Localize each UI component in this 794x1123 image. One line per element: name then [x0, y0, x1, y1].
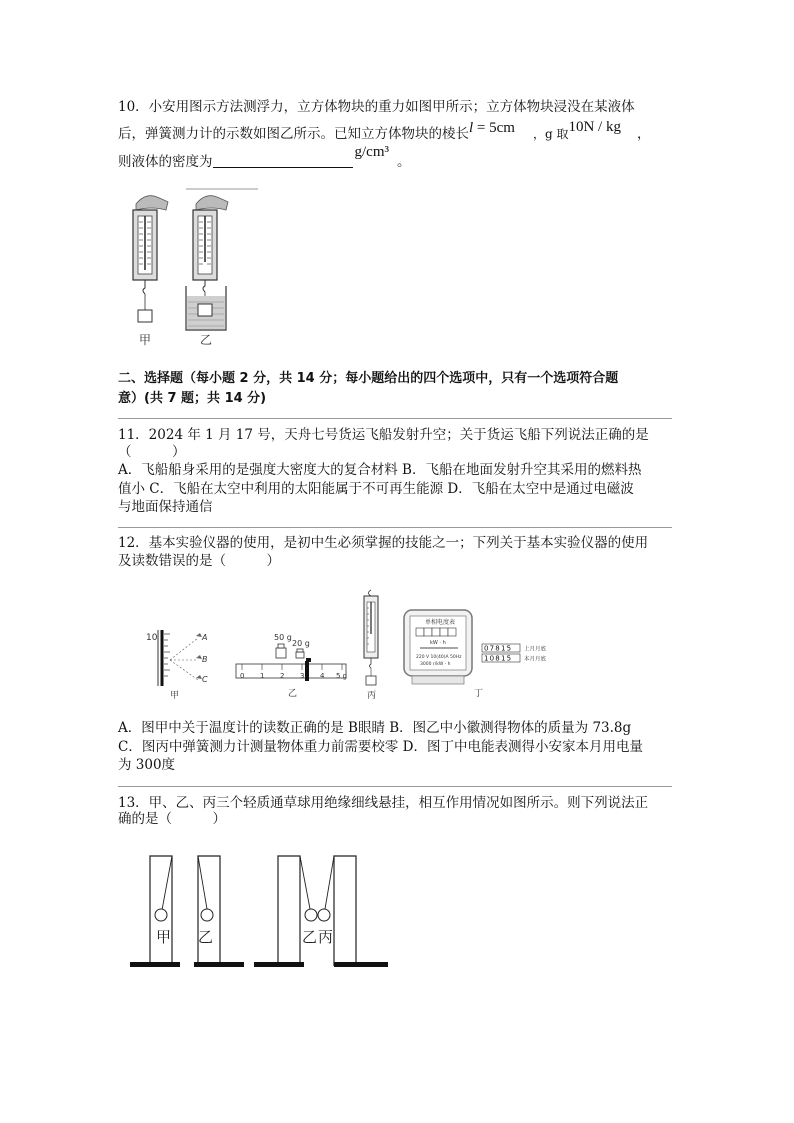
- q12-line1: 12．基本实验仪器的使用，是初中生必须掌握的技能之一；下列关于基本实验仪器的使用: [118, 535, 649, 551]
- pith-ball-yi-1: [201, 909, 213, 921]
- eye-label-b: B: [202, 655, 208, 664]
- electricity-meter: [404, 610, 547, 699]
- fig12-label-yi: 乙: [288, 689, 298, 699]
- eye-label-c: C: [202, 675, 208, 684]
- meter-reading-last-month: 07815: [484, 644, 513, 653]
- q10-line3-text: 则液体的密度为: [118, 154, 213, 170]
- divider-3: [118, 786, 672, 787]
- edge-length-formula: l = 5cm: [469, 120, 515, 136]
- density-unit: g/cm³: [354, 144, 389, 160]
- meter-spec1: 220 V 10(40)A 50Hz: [416, 655, 462, 660]
- ruler-tick-2: 2: [280, 672, 285, 680]
- section2-heading-line1: 二、选择题（每小题 2 分，共 14 分；每小题给出的四个选项中，只有一个选项符合题: [118, 371, 619, 386]
- q12-line2: 及读数错误的是（ ）: [118, 553, 280, 569]
- meter-title: 单相电度表: [425, 619, 456, 626]
- q10-line2-text: 后，弹簧测力计的示数如图乙所示。已知立方体物块的棱长: [118, 126, 469, 142]
- spring-scale-jia: [133, 196, 168, 322]
- q11-line5: 与地面保持通信: [118, 499, 213, 515]
- spring-scale-bing: [364, 590, 378, 700]
- fig-label-jia: 甲: [139, 333, 152, 347]
- section2-heading-line2: 意）(共 7 题；共 14 分): [118, 391, 267, 406]
- meter-unit: kW · h: [430, 640, 446, 646]
- balance-diagram: [236, 633, 347, 699]
- q11-line4: 值小 C．飞船在太空中利用的太阳能属于不可再生能源 D．飞船在太空中是通过电磁波: [118, 481, 634, 497]
- ruler-tick-5: 5 g: [336, 672, 348, 680]
- meter-label-last-month: 上月月底: [524, 646, 547, 653]
- q11-line2: （ ）: [118, 444, 186, 460]
- q10-line2: 后，弹簧测力计的示数如图乙所示。已知立方体物块的棱长l = 5cm ，g 取10N / kg ，: [118, 119, 651, 142]
- pith-label-jia: 甲: [156, 928, 172, 946]
- weight-20g-label: 20 g: [292, 639, 310, 648]
- g-value: 10N / kg: [568, 119, 621, 135]
- q12-line3: A．图甲中关于温度计的读数正确的是 B眼睛 B．图乙中小徽测得物体的质量为 73.8g: [118, 720, 632, 736]
- pith-label-yi-2: 乙: [302, 928, 318, 946]
- meter-spec2: 3000 r/kW · h: [420, 662, 451, 667]
- q11-line1: 11．2024 年 1 月 17 号，天舟七号货运飞船发射升空；关于货运飞船下列说法正确的是: [118, 427, 649, 443]
- spring-scale-figure: [118, 186, 258, 351]
- pith-label-yi-1: 乙: [198, 928, 214, 946]
- pith-label-bing: 丙: [318, 928, 334, 946]
- pith-ball-figure: [128, 846, 404, 974]
- fig12-label-ding: 丁: [474, 689, 484, 699]
- q10-line3: 则液体的密度为g/cm³。: [118, 144, 411, 170]
- q13-line1: 13．甲、乙、丙三个轻质通草球用绝缘细线悬挂，相互作用情况如图所示。则下列说法正: [118, 795, 649, 811]
- pith-ball-yi-2: [305, 909, 317, 921]
- divider-1: [118, 418, 672, 419]
- q11-line3: A．飞船船身采用的是强度大密度大的复合材料 B．飞船在地面发射升空其采用的燃料热: [118, 462, 642, 478]
- ruler-tick-1: 1: [260, 672, 265, 680]
- q12-line4: C．图丙中弹簧测力计测量物体重力前需要校零 D．图丁中电能表测得小安家本月用电量: [118, 739, 643, 755]
- ruler-tick-4: 4: [320, 672, 325, 680]
- ruler-tick-0: 0: [240, 672, 245, 680]
- thermometer-diagram: [146, 630, 208, 700]
- g-text: ，g 取: [532, 127, 569, 141]
- spring-scale-yi: [186, 196, 228, 330]
- pith-ball-jia: [155, 909, 167, 921]
- q13-line2: 确的是（ ）: [118, 811, 226, 827]
- divider-2: [118, 527, 672, 528]
- eye-label-a: A: [202, 633, 208, 642]
- pith-ball-bing: [318, 909, 330, 921]
- instrument-figure: [140, 588, 580, 700]
- fig-label-yi: 乙: [200, 333, 213, 347]
- thermo-mark-10: 10: [146, 633, 158, 643]
- answer-blank[interactable]: [213, 153, 353, 168]
- meter-reading-this-month: 10815: [484, 654, 513, 663]
- ruler-tick-3: 3: [300, 672, 305, 680]
- q10-line1: 10．小安用图示方法测浮力，立方体物块的重力如图甲所示；立方体物块浸没在某液体: [118, 99, 635, 115]
- meter-label-this-month: 本月月底: [524, 656, 547, 663]
- q12-line5: 为 300度: [118, 757, 176, 773]
- weight-50g-label: 50 g: [274, 633, 292, 642]
- fig12-label-bing: 丙: [367, 691, 377, 700]
- fig12-label-jia: 甲: [170, 691, 180, 700]
